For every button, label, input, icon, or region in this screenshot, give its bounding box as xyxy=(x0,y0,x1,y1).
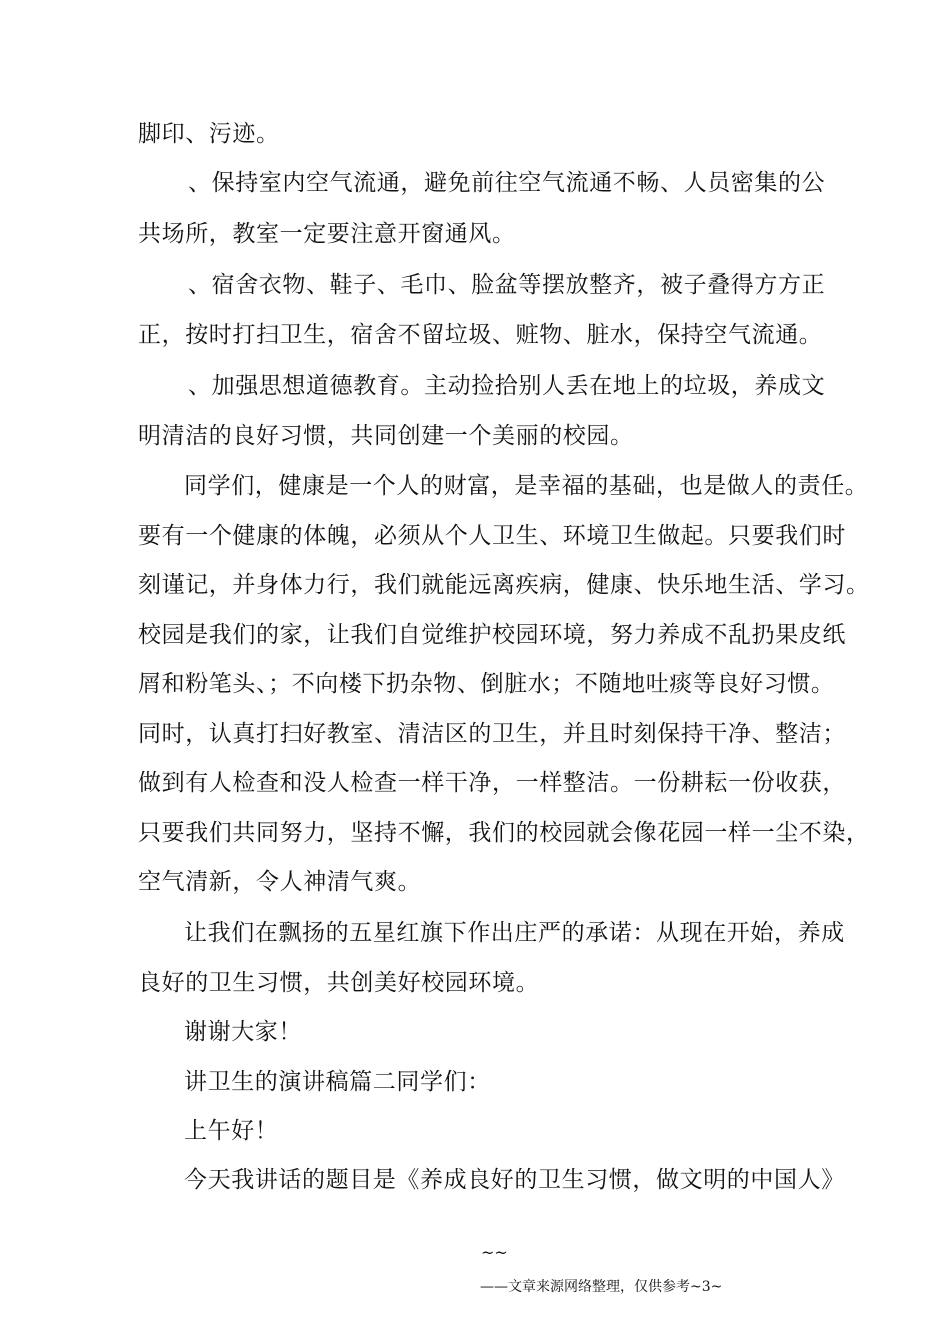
text-line: 脚印、污迹。 xyxy=(138,121,280,147)
text-line: 今天我讲话的题目是《养成良好的卫生习惯，做文明的中国人》 xyxy=(184,1167,845,1193)
text-line: 让我们在飘扬的五星红旗下作出庄严的承诺：从现在开始，养成 xyxy=(184,920,845,946)
text-line: 讲卫生的演讲稿篇二同学们： xyxy=(184,1069,491,1095)
text-line: 共场所，教室一定要注意开窗通风。 xyxy=(138,221,516,247)
text-line: 、加强思想道德教育。主动捡拾别人丢在地上的垃圾，养成文 xyxy=(188,373,826,399)
text-line: 同学们，健康是一个人的财富，是幸福的基础，也是做人的责任。 xyxy=(184,473,869,499)
text-line: 屑和粉笔头、；不向楼下扔杂物、倒脏水；不随地吐痰等良好习惯。 xyxy=(138,671,835,697)
text-line: 良好的卫生习惯，共创美好校园环境。 xyxy=(138,970,540,996)
text-line: 谢谢大家！ xyxy=(184,1019,302,1045)
footer-note: ——文章来源网络整理，仅供参考~3~ xyxy=(480,1279,723,1295)
text-line: 做到有人检查和没人检查一样干净，一样整洁。一份耕耘一份收获， xyxy=(138,770,846,796)
text-line: 同时，认真打扫好教室、清洁区的卫生，并且时刻保持干净、整洁； xyxy=(138,721,846,747)
text-line: 上午好！ xyxy=(184,1118,279,1144)
text-line: 要有一个健康的体魄，必须从个人卫生、环境卫生做起。只要我们时 xyxy=(138,523,846,549)
text-line: 只要我们共同努力，坚持不懈，我们的校园就会像花园一样一尘不染， xyxy=(138,820,870,846)
text-line: 明清洁的良好习惯，共同创建一个美丽的校园。 xyxy=(138,423,634,449)
text-line: 空气清新，令人神清气爽。 xyxy=(138,869,422,895)
text-line: 正，按时打扫卫生，宿舍不留垃圾、赃物、脏水，保持空气流通。 xyxy=(138,322,823,348)
footer-tilde: ~~ xyxy=(481,1243,508,1262)
text-line: 、宿舍衣物、鞋子、毛巾、脸盆等摆放整齐，被子叠得方方正 xyxy=(188,272,826,298)
text-line: 校园是我们的家，让我们自觉维护校园环境，努力养成不乱扔果皮纸 xyxy=(138,622,846,648)
text-line: 、保持室内空气流通，避免前往空气流通不畅、人员密集的公 xyxy=(188,170,826,196)
text-line: 刻谨记，并身体力行，我们就能远离疾病，健康、快乐地生活、学习。 xyxy=(138,572,870,598)
